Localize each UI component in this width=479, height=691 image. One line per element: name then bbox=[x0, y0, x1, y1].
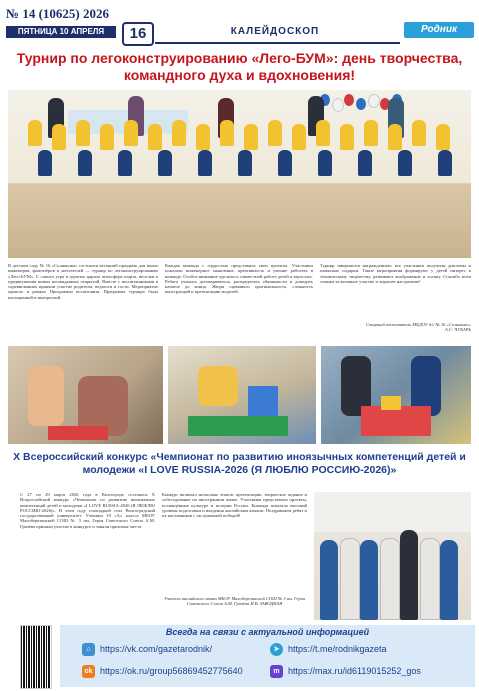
footer-link-telegram[interactable]: https://t.me/rodnikgazeta bbox=[288, 644, 387, 654]
page-header bbox=[0, 0, 479, 44]
max-icon: m bbox=[270, 665, 283, 678]
photo-children-building bbox=[8, 346, 163, 444]
article2-column-2: Конкурс включал несколько этапов: презентацию, творческое задание и собеседование на иностранном языке. Участники представили проекты, посвящённые культуре и истории России. Команда показала высокий уровень подготовки и владения английским языком. Поздравляем ребят и их наставников с заслуженной победой! bbox=[162, 492, 307, 519]
article2-signature: Учитель английского языка МБОУ Малоберезанской СОШ № 3 им. Героя Советского Союза А.М. Грачёва Н.В. ЗАВОДНАЯ bbox=[164, 596, 305, 607]
article2-title: X Всероссийский конкурс «Чемпионат по развитию иноязычных компетенций детей и молодежи «I LOVE RUSSIA-2026 (Я ЛЮБЛЮ РОССИЮ-2026)» bbox=[13, 451, 466, 476]
barcode bbox=[20, 625, 52, 689]
section-title: КАЛЕЙДОСКОП bbox=[230, 26, 320, 37]
issue-number: № 14 (10625) 2026 bbox=[6, 6, 109, 21]
article1-column-2: Каждая команда с гордостью представила свои проекты. Участники показали инженерное мышление, креативность и умение работать в команде. Особое внимание уделялось совместной работе детей и взрослых. Ребята учились договариваться, распределять обязанности и доводить начатое до конца. Жюри оценивало оригинальность, сложность конструкций и презентацию моделей. bbox=[165, 263, 313, 295]
article1-column-1: В детском саду № 16 «Солнышко» состоялся весенний праздник для юных инженеров, фантазёров и мечтателей — турнир по легоконструированию «Лего-БУМ». С самого утра в группах царила атмосфера азарта, веселья и предвкушения новых неожиданных открытий. Вместе с воспитанниками в соревнованиях приняли участие родители, педагоги и гости. Мероприятие прошло в рамках Программы воспитания. Программа турнира была насыщенной и интересной. bbox=[8, 263, 158, 300]
telegram-icon: ➤ bbox=[270, 643, 283, 656]
photo-adults-kids bbox=[321, 346, 471, 444]
kids-group bbox=[8, 90, 471, 178]
footer-title: Всегда на связи с актуальной информацией bbox=[165, 627, 370, 637]
vk-icon: ok bbox=[82, 665, 95, 678]
photo-contest-winners bbox=[314, 492, 471, 620]
header-rule bbox=[155, 42, 400, 44]
brand-logo: Родник bbox=[404, 22, 474, 38]
group-photo bbox=[8, 90, 471, 258]
article2-column-1: С 27 по 29 марта 2026 года в Волгограде состоялся X Всероссийский конкурс «Чемпионат по развитию иноязычных компетенций детей и молодежи «I LOVE RUSSIA-2026 (Я ЛЮБЛЮ РОССИЮ-2026)». В этом году площадкой стал Волгоградский государственный университет. Ученики 10 «А» класса МБОУ Малоберезанской СОШ № 3 им. Героя Советского Союза А.М. Грачёва приняли участие в конкурсе и заняли призовые места. bbox=[20, 492, 155, 529]
page-number: 16 bbox=[122, 22, 154, 46]
footer-link-vk[interactable]: https://vk.com/gazetarodnik/ bbox=[100, 644, 213, 654]
link-icon: ⌂ bbox=[82, 643, 95, 656]
article1-column-3: Турнир завершился награждением: все участники получили дипломы и памятные подарки. Такие мероприятия формируют у детей интерес к техническому творчеству, развивают воображение и логику. Спасибо всем семьям за активное участие и хорошее настроение! bbox=[320, 263, 471, 284]
contacts-footer bbox=[60, 625, 475, 687]
photo-lego-table bbox=[168, 346, 316, 444]
article1-title: Турнир по легоконструированию «Лего-БУМ»: день творчества, командного духа и вдохновения! bbox=[16, 50, 463, 83]
footer-link-max[interactable]: https://max.ru/id6119015252_gos bbox=[288, 666, 421, 676]
issue-date: ПЯТНИЦА 10 АПРЕЛЯ bbox=[6, 26, 116, 38]
article1-signature: Старший воспитатель МБДОУ д/с № 16 «Солнышко» А.С. ЧУБАРЬ bbox=[366, 322, 471, 333]
footer-link-ok[interactable]: https://ok.ru/group56869452775640 bbox=[100, 666, 243, 676]
